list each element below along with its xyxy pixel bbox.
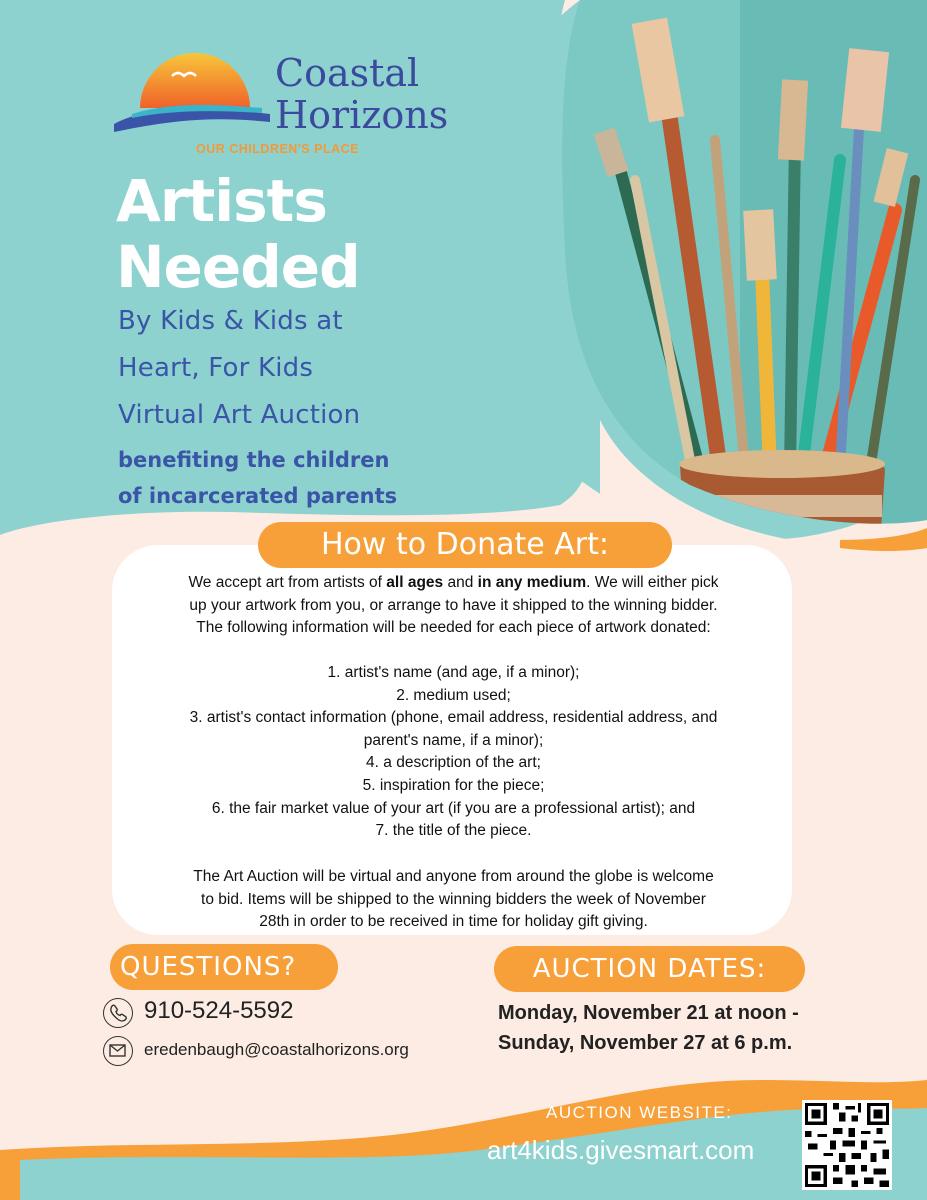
auction-dates-title: AUCTION DATES: xyxy=(494,946,805,992)
subhead-line3: Virtual Art Auction xyxy=(118,400,361,430)
closing-line2: to bid. Items will be shipped to the winning bidders the week of November xyxy=(201,890,706,908)
intro-text-e: . We will either pick xyxy=(586,574,719,591)
how-to-donate-title: How to Donate Art: xyxy=(258,522,672,568)
closing-paragraph xyxy=(126,866,781,934)
logo-name-line1: Coastal xyxy=(275,51,420,95)
list-item: 6. the fair market value of your art (if you are a professional artist); and xyxy=(211,799,696,817)
intro-line3: The following information will be needed for each piece of artwork donated: xyxy=(196,619,711,637)
closing-line3: 28th in order to be received in time for holiday gift giving. xyxy=(259,913,648,931)
headline xyxy=(116,168,360,300)
closing-line1: The Art Auction will be virtual and anyone from around the globe is welcome xyxy=(193,868,714,885)
subhead-line2: Heart, For Kids xyxy=(118,353,314,383)
phone-icon xyxy=(103,998,133,1028)
intro-line2: up your artwork from you, or arrange to have it shipped to the winning bidder. xyxy=(189,596,718,614)
list-item: 2. medium used; xyxy=(396,686,511,704)
auction-dates-line2: Sunday, November 27 at 6 p.m. xyxy=(498,1032,793,1054)
intro-paragraph xyxy=(126,572,781,640)
list-item: 1. artist's name (and age, if a minor); xyxy=(327,664,580,681)
paintbrush-photo xyxy=(540,0,927,560)
subheadline xyxy=(118,298,360,439)
benefit-line1: benefiting the children xyxy=(118,448,390,472)
logo-tagline: OUR CHILDREN'S PLACE xyxy=(196,142,359,156)
intro-bold-any-medium: in any medium xyxy=(477,574,587,591)
list-item: 7. the title of the piece. xyxy=(375,822,532,840)
logo-name xyxy=(275,52,448,136)
list-item: 3. artist's contact information (phone, email address, residential address, and xyxy=(189,709,718,727)
benefit-statement xyxy=(118,442,397,514)
qr-code-icon[interactable] xyxy=(802,1100,892,1190)
list-item: parent's name, if a minor); xyxy=(363,731,544,749)
intro-line1 xyxy=(126,572,781,595)
logo-name-line2: Horizons xyxy=(275,93,449,137)
intro-text-a: We accept art from artists of xyxy=(188,574,387,591)
list-item: 5. inspiration for the piece; xyxy=(362,776,545,794)
questions-title: QUESTIONS? xyxy=(110,944,338,990)
auction-dates-line1: Monday, November 21 at noon - xyxy=(498,1002,799,1024)
phone-number[interactable]: 910-524-5592 xyxy=(144,997,294,1024)
sun-wave-logo-icon xyxy=(112,48,272,140)
auction-website-url[interactable]: art4kids.givesmart.com xyxy=(487,1135,755,1165)
mail-icon xyxy=(103,1036,133,1066)
auction-dates xyxy=(498,998,799,1058)
email-address[interactable]: eredenbaugh@coastalhorizons.org xyxy=(144,1040,409,1059)
intro-bold-all-ages: all ages xyxy=(386,574,444,591)
subhead-line1: By Kids & Kids at xyxy=(118,306,343,336)
headline-line2: Needed xyxy=(116,233,360,301)
benefit-line2: of incarcerated parents xyxy=(118,484,398,508)
list-item: 4. a description of the art; xyxy=(366,754,541,772)
intro-text-c: and xyxy=(443,574,478,591)
auction-website-label: AUCTION WEBSITE: xyxy=(546,1103,733,1122)
headline-line1: Artists xyxy=(116,167,327,235)
requirements-list xyxy=(126,662,781,843)
